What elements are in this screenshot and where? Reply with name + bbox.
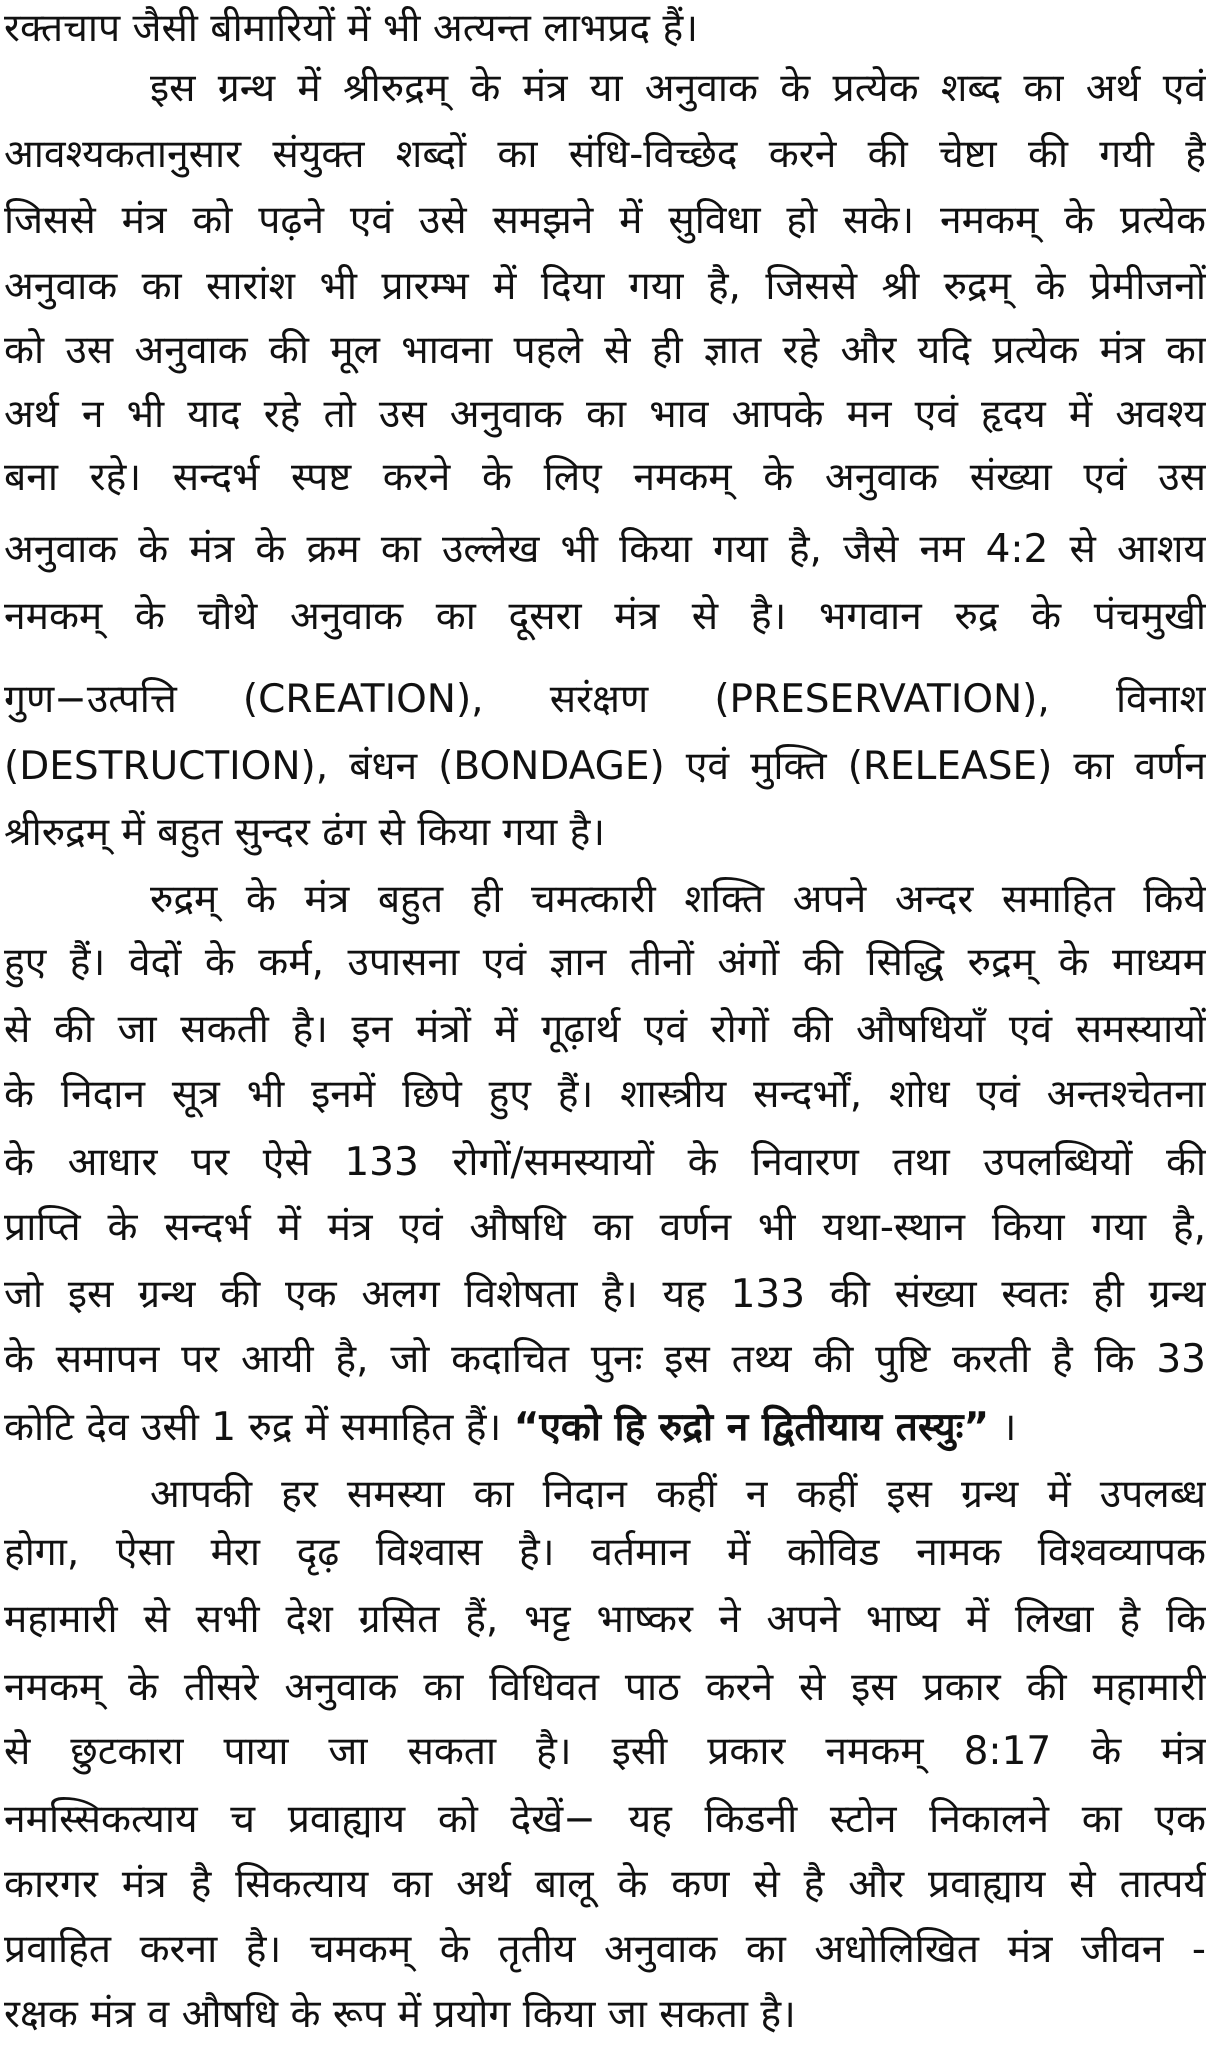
text-line: से की जा सकती है। इन मंत्रों में गूढ़ार्थ एवं रोगों की औषधियाँ एवं समस्यायों (4, 1007, 1206, 1052)
text-line: के आधार पर ऐसे 133 रोगों/समस्यायों के निवारण तथा उपलब्धियों की (4, 1140, 1206, 1185)
text-line (4, 1401, 1206, 1455)
text-line: के समापन पर आयी है, जो कदाचित पुनः इस तथ्य की पुष्टि करती है कि 33 (4, 1337, 1206, 1382)
text-line: अर्थ न भी याद रहे तो उस अनुवाक का भाव आपके मन एवं हृदय में अवश्य (4, 392, 1206, 437)
paragraph-start-line: आपकी हर समस्या का निदान कहीं न कहीं इस ग्रन्थ में उपलब्ध (150, 1472, 1206, 1517)
paragraph-start-line: रुद्रम् के मंत्र बहुत ही चमत्कारी शक्ति अपने अन्दर समाहित किये (150, 877, 1206, 922)
text-line: नमकम् के चौथे अनुवाक का दूसरा मंत्र से है। भगवान रुद्र के पंचमुखी (4, 594, 1206, 639)
text-line: के निदान सूत्र भी इनमें छिपे हुए हैं। शास्त्रीय सन्दर्भों, शोध एवं अन्तश्चेतना (4, 1072, 1206, 1117)
text-line: जो इस ग्रन्थ की एक अलग विशेषता है। यह 133 की संख्या स्वतः ही ग्रन्थ (4, 1272, 1206, 1317)
text-line: बना रहे। सन्दर्भ स्पष्ट करने के लिए नमकम् के अनुवाक संख्या एवं उस (4, 455, 1206, 500)
text-line: रक्तचाप जैसी बीमारियों में भी अत्यन्त लाभप्रद हैं। (4, 6, 699, 51)
text-line: (DESTRUCTION), बंधन (BONDAGE) एवं मुक्ति (RELEASE) का वर्णन (4, 744, 1206, 789)
text-line: अनुवाक के मंत्र के क्रम का उल्लेख भी किया गया है, जैसे नम 4:2 से आशय (4, 527, 1206, 572)
text-line: से छुटकारा पाया जा सकता है। इसी प्रकार नमकम् 8:17 के मंत्र (4, 1729, 1206, 1774)
text-line: प्रवाहित करना है। चमकम् के तृतीय अनुवाक का अधोलिखित मंत्र जीवन - (4, 1927, 1206, 1972)
text-segment: । (989, 1405, 1017, 1450)
text-line: को उस अनुवाक की मूल भावना पहले से ही ज्ञात रहे और यदि प्रत्येक मंत्र का (4, 328, 1206, 373)
text-line: अनुवाक का सारांश भी प्रारम्भ में दिया गया है, जिससे श्री रुद्रम् के प्रेमीजनों (4, 264, 1206, 309)
sanskrit-quote: “एको हि रुद्रो न द्वितीयाय तस्युः” (513, 1405, 990, 1450)
paragraph-start-line: इस ग्रन्थ में श्रीरुद्रम् के मंत्र या अनुवाक के प्रत्येक शब्द का अर्थ एवं (150, 66, 1206, 111)
text-line: होगा, ऐसा मेरा दृढ़ विश्वास है। वर्तमान में कोविड नामक विश्वव्यापक (4, 1530, 1206, 1575)
text-line: गुण−उत्पत्ति (CREATION), सरंक्षण (PRESERVATION), विनाश (4, 677, 1206, 722)
text-line: नमस्सिकत्याय च प्रवाह्याय को देखें− यह किडनी स्टोन निकालने का एक (4, 1797, 1206, 1842)
text-segment: कोटि देव उसी 1 रुद्र में समाहित हैं। (4, 1405, 502, 1450)
text-line: हुए हैं। वेदों के कर्म, उपासना एवं ज्ञान तीनों अंगों की सिद्धि रुद्रम् के माध्यम (4, 940, 1206, 985)
text-line: प्राप्ति के सन्दर्भ में मंत्र एवं औषधि का वर्णन भी यथा-स्थान किया गया है, (4, 1205, 1206, 1250)
text-line: महामारी से सभी देश ग्रसित हैं, भट्ट भाष्कर ने अपने भाष्य में लिखा है कि (4, 1597, 1206, 1642)
text-line: नमकम् के तीसरे अनुवाक का विधिवत पाठ करने से इस प्रकार की महामारी (4, 1665, 1206, 1710)
text-line: आवश्यकतानुसार संयुक्त शब्दों का संधि-विच्छेद करने की चेष्टा की गयी है (4, 132, 1206, 177)
text-line: जिससे मंत्र को पढ़ने एवं उसे समझने में सुविधा हो सके। नमकम् के प्रत्येक (4, 198, 1206, 243)
text-line: श्रीरुद्रम् में बहुत सुन्दर ढंग से किया गया है। (4, 810, 606, 855)
text-line: रक्षक मंत्र व औषधि के रूप में प्रयोग किया जा सकता है। (4, 1992, 796, 2037)
text-line: कारगर मंत्र है सिकत्याय का अर्थ बालू के कण से है और प्रवाह्याय से तात्पर्य (4, 1862, 1206, 1907)
